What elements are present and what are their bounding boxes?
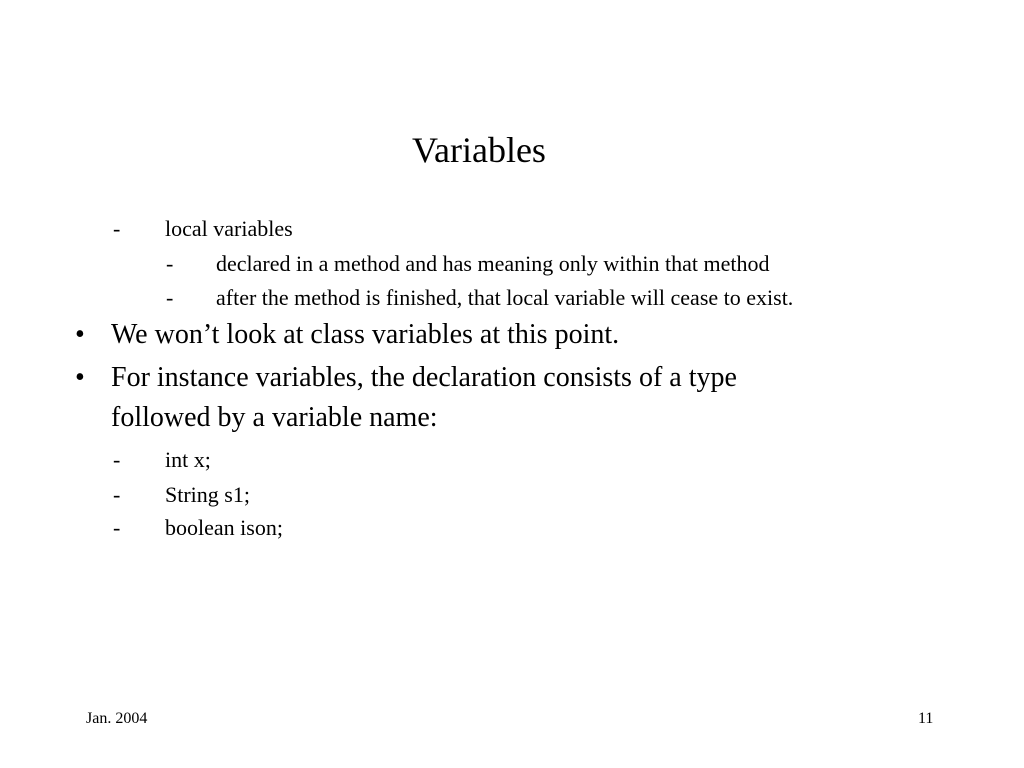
dash-marker: - xyxy=(113,482,121,507)
footer-date: Jan. 2004 xyxy=(86,710,148,727)
bullet-text-line-2: followed by a variable name: xyxy=(111,402,438,433)
dash-marker: - xyxy=(113,447,121,472)
sub-item-text: declared in a method and has meaning only within that method xyxy=(216,251,770,276)
dash-marker: - xyxy=(113,216,121,241)
dash-marker: - xyxy=(166,285,174,310)
sub-item-text: after the method is finished, that local variable will cease to exist. xyxy=(216,285,794,310)
local-variables-label: local variables xyxy=(165,216,293,241)
footer-page-number: 11 xyxy=(918,710,934,727)
dash-marker: - xyxy=(166,251,174,276)
example-text: int x; xyxy=(165,447,211,472)
example-text: boolean ison; xyxy=(165,515,283,540)
bullet-text: We won’t look at class variables at this point. xyxy=(111,319,620,350)
dash-marker: - xyxy=(113,515,121,540)
bullet-text-line-1: For instance variables, the declaration consists of a type xyxy=(111,362,737,393)
slide-title: Variables xyxy=(412,130,546,170)
example-text: String s1; xyxy=(165,482,250,507)
bullet-icon: • xyxy=(75,319,85,350)
bullet-continuation xyxy=(111,401,991,435)
bullet-icon: • xyxy=(75,362,85,393)
